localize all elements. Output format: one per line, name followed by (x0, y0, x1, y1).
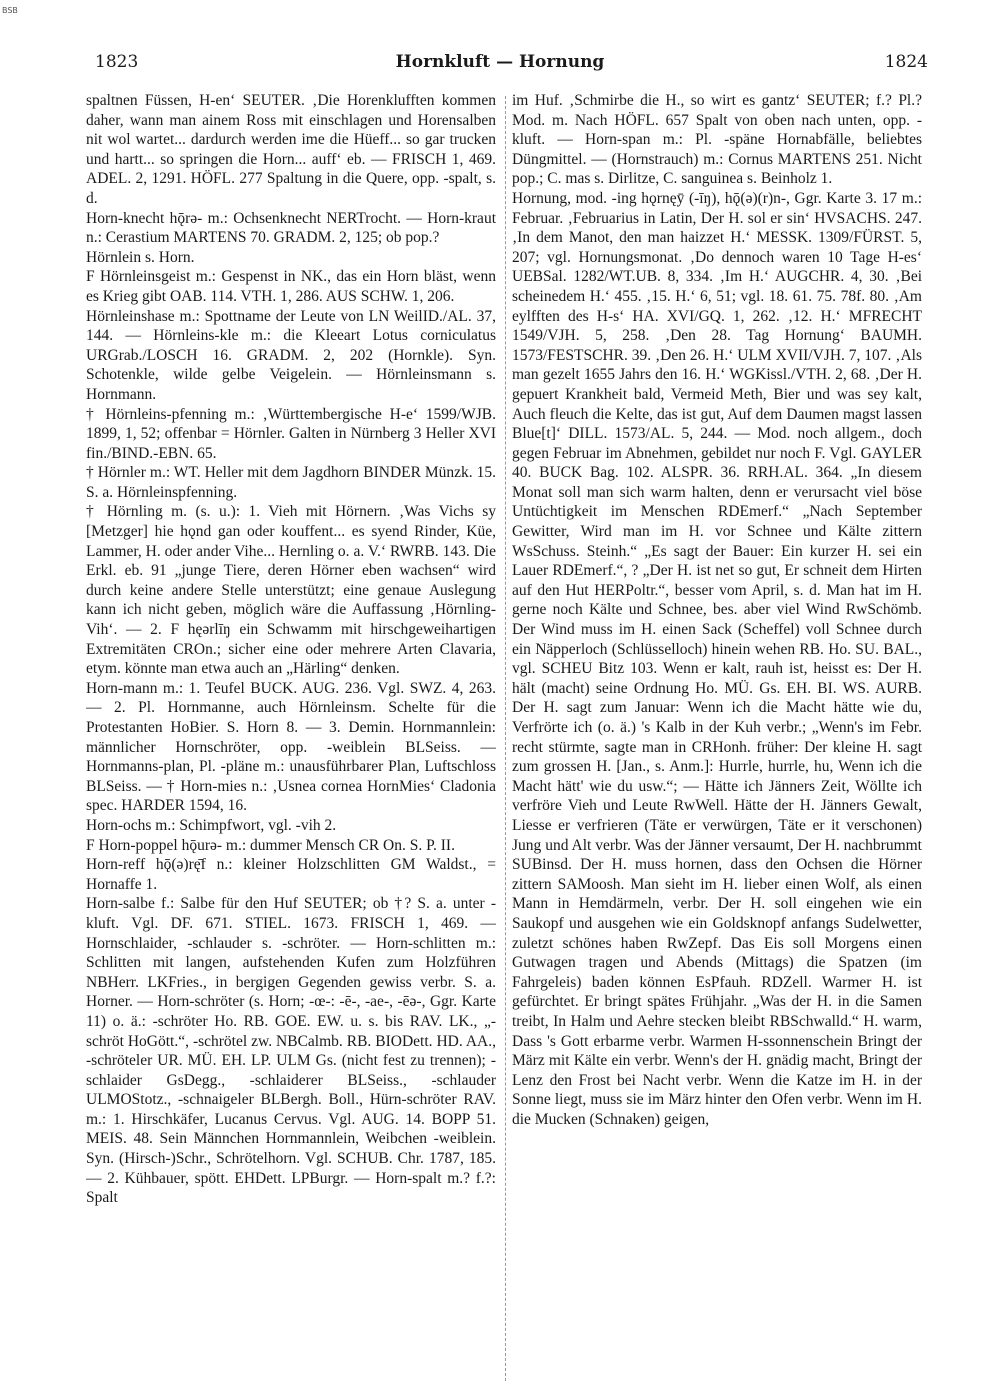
entry-paragraph: † Hörnling m. (s. u.): 1. Vieh mit Hörnern. ‚Was Vichs sy [Metzger] hie hǫnd gan oder kouffent... es syend Rinder, Küe, Lammer, H. oder ander Vihe... Hernling o. a. V.‘ RWRB. 143. Die Erkl. eb. 91 „junge Tiere, deren Hörner eben wachsen“ wird durch keine andere Stelle unterstützt; eine genaue Auslegung kann ich nicht geben, möglich wäre die Auffassung ‚Hörnling-Vih‘. — 2. F hęərlīŋ ein Schwamm mit hirschgeweihartigen Extremitäten CROn.; sicher eine oder mehrere Arten Clavaria, etym. könnte man etwa auch an „Härling“ denken. (86, 503, 496, 678)
entry-paragraph: Hörnlein s. Horn. (86, 248, 195, 266)
entry-paragraph: Horn-salbe f.: Salbe für den Huf SEUTER; ob †? S. a. unter -kluft. Vgl. DF. 671. STIEL. 1673. FRISCH 1, 469. — Hornschlaider, -schlauder s. -schröter. — Horn-schlitten m.: Schlitten mit langen, aufstehenden Kufen zum Holzführen NBHerr. LKFries., in bergigen Gegenden gewiss verbr. S. a. Horner. — Horn-schröter (s. Horn; -œ-: -ē-, -ae-, -ēə-, Ggr. Karte 11) o. ä.: -schröter Ho. RB. GOE. EW. u. s. bis RAV. LK., „-schröt HoGött.“, -schrötel zw. NBCalmb. RB. BIODett. HD. AA., -schröteler UR. MÜ. EH. LP. ULM Gs. (nicht fest zu trennen); -schlaider GsDegg., -schlaiderer BLSeiss., -schlauder ULMOStotz., -schnaigeler BLBergh. Boll., Hürn-schröter RAV. m.: 1. Hirschkäfer, Lucanus Cervus. Vgl. AUG. 14. BOPP 51. MEIS. 48. Sein Männchen Hornmannlein, Weibchen -weiblein. Syn. (Hirsch-)Schr., Schrötelhorn. Vgl. SCHUB. Chr. 1787, 185. — 2. Kühbauer, spött. EHDett. LPBurgr. — Horn-spalt m.? f.?: Spalt (86, 895, 496, 1207)
right-column (512, 91, 922, 1381)
entry-paragraph: Hornung, mod. -ing hǫrnęȳ (-īŋ), hǭ(ə)(r)n-, Ggr. Karte 3. 17 m.: Februar. ‚Februarius in Latin, Der H. sol er sin‘ HVSACHS. 247. ‚In dem Manot, den man haizzet H.‘ MESSK. 1309/FÜRST. 5, 207; vgl. Hornungsmonat. ‚Do dennoch waren 10 Tage H-es‘ UEBSal. 1282/WT.UB. 8, 334. ‚Im H.‘ AUGCHR. 4, 30. ‚Bei scheinedem H.‘ 455. ‚15. H.‘ 6, 51; vgl. 18. 61. 75. 78f. 80. ‚Am eylfften des H-s‘ HA. XVI/GQ. 1, 262. ‚12. H.‘ MFRECHT 1549/VJH. 5, 258. ‚Den 28. Tag Hornung‘ BAUMH. 1573/FESTSCHR. 39. ‚Den 26. H.‘ ULM XVII/VJH. 7, 107. ‚Als man gezelt 1655 Jahrs den 16. H.‘ WGKissl./VTH. 2, 68. ‚Der H. gepuert Krankheit bald, Vermeid Meth, Bier und was sey kalt, Auch fleuch die Kelte, das ist gut, Auf dem Daumen magst lassen Blue[t]‘ DILL. 1573/AL. 5, 244. — Mod. noch allgem., doch gegen Februar im Abnehmen, gebildet nur noch F. Vgl. GAYLER 40. BUCK Bag. 102. ALSPR. 36. RRH.AL. 364. „In diesem Monat soll man sich warm halten, denn er verursacht viel böse Untüchtigkeit im Menschen RDEmerf.“ „Nach September Gewitter, Wird man im H. vor Schnee und Kälte zittern WsSchuss. Steinh.“ „Es sagt der Bauer: Ein kurzer H. sei ein Lauer RDEmerf.“, ? „Der H. ist net so gut, Er schneit dem Hirten auf den Hut HERPoltr.“, besser vom April, s. d. Man hat im H. gerne noch Kälte und Schnee, bes. aber viel Wind RwSchömb. Der Wind muss im H. einen Sack (Scheffel) voll Schnee durch ein Näpperloch (Schlüsselloch) hinein wehen RB. Ho. SU. BAL., vgl. SCHEU Bitz 103. Wenn er kalt, rauh ist, heisst es: Der H. hält (macht) seine Ordnung Ho. MÜ. Gs. EH. BI. WS. AURB. Der H. sagt zum Januar: Wenn ich die Macht hätte wie du, Verfrörte ich (o. ä.) 's Kalb in der Kuh verbr.; „Wenn's im Febr. recht stürmte, sagte man in CRHonh. früher: Der kleine H. sagt zum grossen H. [Jan., s. Anm.]: Hurrle, hurrle, hu, Wenn ich die Macht hätt' wie du usw.“; — Hätte ich Jänners Zeit, Wöllte ich verfröre Vieh und Leute RwWell. Hätte der H. Jänners Gewalt, Liesse er verfrieren (Täte er verwürgen, Täte er it verschonen) Jung und Alt verbr. Was der Jänner versaumt, Der H. nachbrummt SUBinsd. Der H. muss hornen, dass den Ochsen die Hörner zittern SAMoosh. Man sieht im H. lieber einen Wolf, als einen Mann in Hemdärmeln, verbr. Der H. soll eingehen wie ein Saukopf und ausgehen wie ein Goldsknopf anfangs Sudelwetter, zuletzt schönes haben RwZepf. Das Eis soll Morgens einen Gutwagen tragen und Abends (Mittags) die Spatzen (im Fahrgeleis) baden können EsPfauh. RDZell. Warmer H. ist gefürchtet. Er bringt spätes Frühjahr. „Was der H. in die Samen treibt, In Halm und Aehre stecken bleibt RBSchwalld.“ H. warm, Dass 's Gott erbarme verbr. Warmen H-ssonnenschein Bringt der März mit Kälte ein verbr. Wenn's der H. gnädig macht, Bringt der Lenz den Frost bei Nacht verbr. Wenn die Katze im H. in der Sonne liegt, muss sie im März hinter den Ofen verbr. Wenn im H. die Mucken (Schnaken) geigen, (512, 189, 922, 1128)
column-divider (505, 96, 506, 1381)
entry-paragraph: Horn-mann m.: 1. Teufel BUCK. AUG. 236. Vgl. SWZ. 4, 263. — 2. Pl. Hornmanne, auch Hörnleinsm. Schelte für die Protestanten HoBier. S. Horn 8. — 3. Demin. Hornmannlein: männlicher Hornschröter, opp. -weiblein BLSeiss. — Hornmanns-plan, Pl. -pläne m.: unausführbarer Plan, Luftschloss BLSeiss. — † Horn-mies n.: ‚Usnea cornea HornMies‘ Cladonia spec. HARDER 1594, 16. (86, 679, 496, 815)
left-column (86, 91, 496, 1381)
entry-paragraph: † Hörnleins-pfenning m.: ‚Württembergische H-e‘ 1599/WJB. 1899, 1, 52; offenbar = Hörnler. Galten in Nürnberg 3 Heller XVI fin./BIND.-EBN. 65. (86, 405, 496, 462)
library-stamp: BSB (2, 6, 18, 15)
entry-paragraph: Horn-reff hǭ(ə)rę̄f n.: kleiner Holzschlitten GM Waldst., = Hornaffe 1. (86, 856, 496, 893)
page-number-left: 1823 (95, 52, 139, 72)
entry-paragraph: F Hörnleinsgeist m.: Gespenst in NK., das ein Horn bläst, wenn es Krieg gibt OAB. 114. VTH. 1, 286. AUS SCHW. 1, 206. (86, 268, 496, 305)
entry-paragraph: Horn-knecht hǭrə- m.: Ochsenknecht NERTrocht. — Horn-kraut n.: Cerastium MARTENS 70. GRADM. 2, 125; ob pop.? (86, 209, 496, 247)
entry-paragraph: Horn-ochs m.: Schimpfwort, vgl. -vih 2. (86, 816, 337, 834)
entry-paragraph: F Horn-poppel hǭurə- m.: dummer Mensch CR On. S. P. II. (86, 836, 455, 854)
page-number-right: 1824 (884, 52, 928, 72)
entry-paragraph: Hörnleinshase m.: Spottname der Leute von LN WeilID./AL. 37, 144. — Hörnleins-kle m.: die Kleeart Lotus corniculatus URGrab./LOSCH 16. GRADM. 2, 202 (Hornkle). Syn. Schotenkle, wilde gelbe Veigelein. — Hörnleinsmann s. Hornmann. (86, 307, 496, 403)
entry-paragraph: † Hörnler m.: WT. Heller mit dem Jagdhorn BINDER Münzk. 15. S. a. Hörnleinspfenning. (86, 464, 496, 501)
entry-paragraph: im Huf. ‚Schmirbe die H., so wirt es gantz‘ SEUTER; f.? Pl.? Mod. m. Nach HÖFL. 657 Spalt von oben nach unten, opp. -kluft. — Horn-span m.: Pl. -späne Hornabfälle, beliebtes Düngmittel. — (Hornstrauch) m.: Cornus MARTENS 251. Nicht pop.; C. mas s. Dirlitze, C. sanguinea s. Beinholz 1. (512, 92, 922, 188)
entry-paragraph: spaltnen Füssen, H-en‘ SEUTER. ‚Die Horenklufften kommen daher, wann man ainem Ross mit einschlagen und Horensalben nit wol wartet... dardurch werden ime die Hüeff... so gar trucken und hartt... so springen die Horn... auff‘ eb. — FRISCH 1, 469. ADEL. 2, 1291. HÖFL. 277 Spaltung in die Quere, opp. -spalt, s. d. (86, 92, 496, 207)
running-title: Hornkluft — Hornung (395, 52, 605, 72)
